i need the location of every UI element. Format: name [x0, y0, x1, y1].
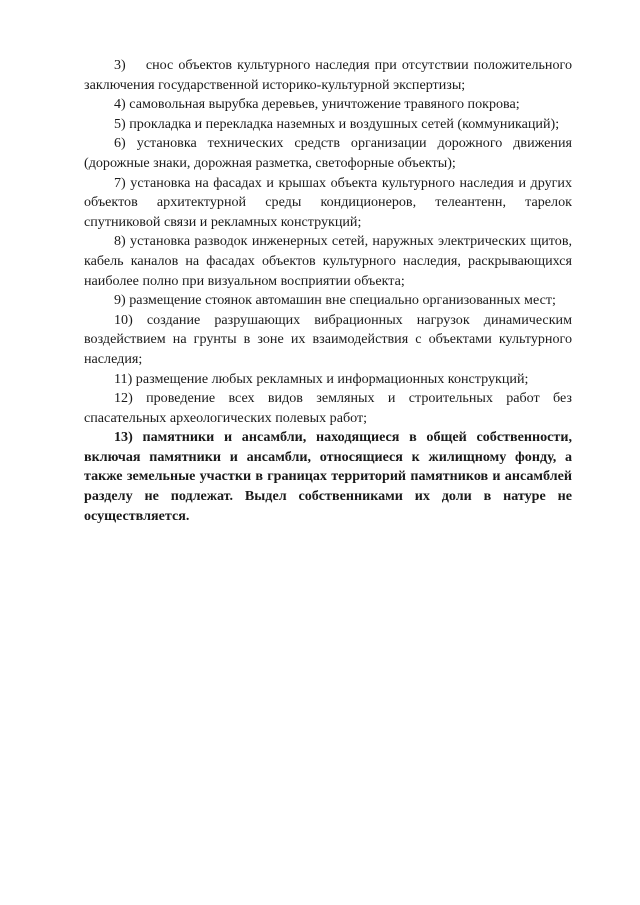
list-item-12: 12) проведение всех видов земляных и строительных работ без спасательных археологических полевых работ;	[84, 390, 572, 426]
list-item-3: 3) снос объектов культурного наследия при отсутствии положительного заключения государственной историко-культурной экспертизы;	[84, 57, 572, 93]
list-item-7: 7) установка на фасадах и крышах объекта культурного наследия и других объектов архитектурной среды кондиционеров, телеантенн, тарелок спутниковой связи и рекламных конструкций;	[84, 174, 572, 230]
list-item-10: 10) создание разрушающих вибрационных нагрузок динамическим воздействием на грунты в зоне их взаимодействия с объектами культурного наследия;	[84, 311, 572, 367]
list-item-5: 5) прокладка и перекладка наземных и воздушных сетей (коммуникаций);	[114, 115, 560, 132]
list-item-13: 13) памятники и ансамбли, находящиеся в общей собственности, включая памятники и ансамбли, относящиеся к жилищному фонду, а также земельные участки в границах территорий памятников и ансамблей разделу не подлежат. Выдел собственниками их доли в натуре не осуществляется.	[84, 429, 572, 524]
list-item-6: 6) установка технических средств организации дорожного движения (дорожные знаки, дорожная разметка, светофорные объекты);	[84, 135, 572, 171]
list-item-8: 8) установка разводок инженерных сетей, наружных электрических щитов, кабель каналов на фасадах объектов культурного наследия, раскрывающихся наиболее полно при визуальном восприятии объекта;	[84, 233, 572, 289]
document-page	[84, 56, 572, 526]
list-item-4: 4) самовольная вырубка деревьев, уничтожение травяного покрова;	[114, 96, 520, 113]
list-item-11: 11) размещение любых рекламных и информационных конструкций;	[114, 370, 529, 387]
list-item-9: 9) размещение стоянок автомашин вне специально организованных мест;	[114, 292, 556, 309]
